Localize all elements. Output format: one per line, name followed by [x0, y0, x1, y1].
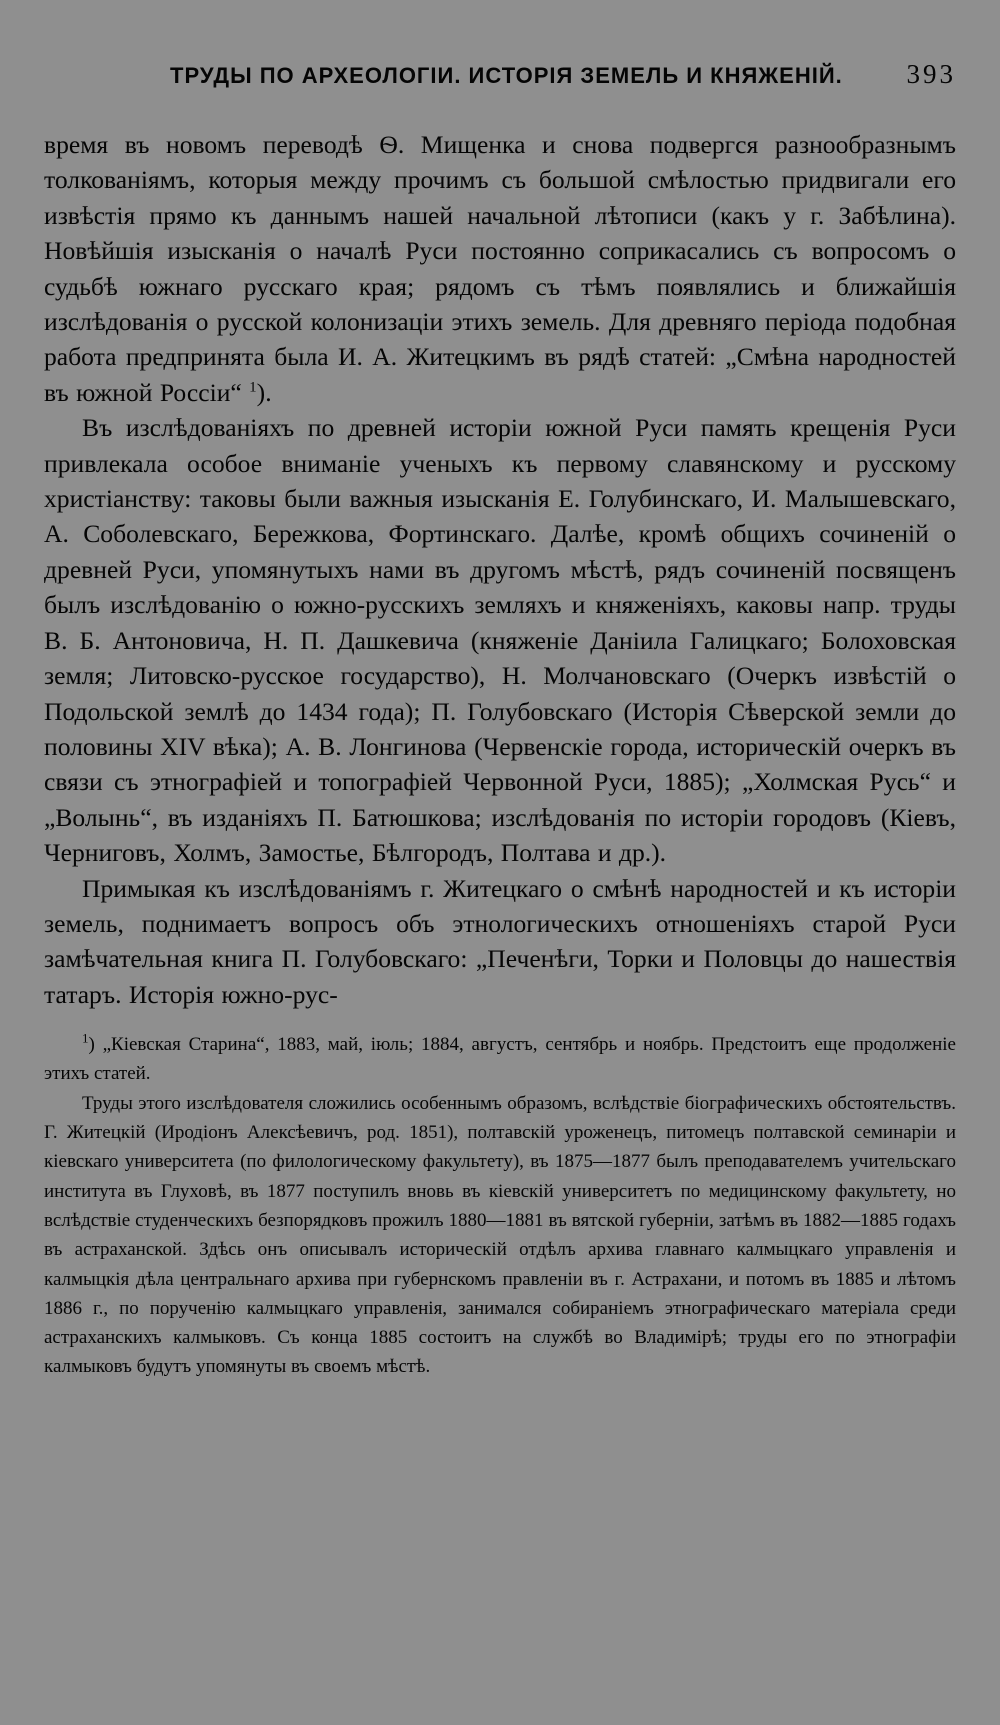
book-page [44, 55, 956, 1382]
main-text [44, 127, 956, 1012]
paragraph-1 [44, 127, 956, 410]
paragraph-1-end: ). [256, 377, 272, 407]
footnotes [44, 1030, 956, 1382]
footnote-1-mark: 1 [82, 1030, 89, 1046]
footnote-reference: 1 [249, 379, 257, 396]
footnote-1-continuation: Труды этого изслѣдователя сложились особеннымъ образомъ, вслѣдствіе біографическихъ обстоятельствъ. Г. Житецкій (Иродіонъ Алексѣевичъ, род. 1851), полтавскій уроженецъ, питомецъ полтавской семинаріи и кіевскаго университета (по филологическому факультету), въ 1875—1877 былъ преподавателемъ учительскаго института въ Глуховѣ, въ 1877 поступилъ вновь въ кіевскій университетъ по медицинскому факультету, но вслѣдствіе студенческихъ безпорядковъ прожилъ 1880—1881 въ вятской губерніи, затѣмъ въ 1882—1885 годахъ въ астраханской. Здѣсь онъ описывалъ историческій отдѣлъ архива главнаго калмыцкаго управленія и калмыцкія дѣла центральнаго архива при губернскомъ правленіи въ г. Астрахани, и потомъ въ 1885 и лѣтомъ 1886 г., по порученію калмыцкаго управленія, занимался собираніемъ этнографическаго матеріала среди астраханскихъ калмыковъ. Съ конца 1885 состоитъ на службѣ во Владимірѣ; труды его по этнографіи калмыковъ будутъ упомянуты въ своемъ мѣстѣ. [44, 1092, 956, 1378]
footnote-1 [44, 1030, 956, 1089]
footnote-1-text: ) „Кіевская Старина“, 1883, май, іюль; 1884, августъ, сентябрь и ноябрь. Предстоитъ еще продолженіе этихъ статей. [44, 1034, 956, 1085]
page-number: 393 [906, 59, 956, 89]
paragraph-1-text: время въ новомъ переводѣ Ѳ. Мищенка и снова подвергся разнообразнымъ толкованіямъ, которыя между прочимъ съ большой смѣлостью придвигали его извѣстія прямо къ даннымъ нашей начальной лѣтописи (какъ у г. Забѣлина). Новѣйшія изысканія о началѣ Руси постоянно соприкасались съ вопросомъ о судьбѣ южнаго русскаго края; рядомъ съ тѣмъ появлялись и ближайшія изслѣдованія о русской колонизаціи этихъ земель. Для древняго періода подобная работа предпринята была И. А. Житецкимъ въ рядѣ статей: „Смѣна народностей въ южной Россіи“ [44, 130, 956, 407]
page-header [44, 55, 956, 95]
paragraph-3: Примыкая къ изслѣдованіямъ г. Житецкаго о смѣнѣ народностей и къ исторіи земель, поднимаетъ вопросъ объ этнологическихъ отношеніяхъ старой Руси замѣчательная книга П. Голубовскаго: „Печенѣги, Торки и Половцы до нашествія татаръ. Исторія южно-рус- [44, 873, 956, 1009]
running-title: ТРУДЫ ПО АРХЕОЛОГІИ. ИСТОРІЯ ЗЕМЕЛЬ И КНЯЖЕНІЙ. [170, 63, 843, 88]
paragraph-2: Въ изслѣдованіяхъ по древней исторіи южной Руси память крещенія Руси привлекала особое вниманіе ученыхъ къ первому славянскому и русскому христіанству: таковы были важныя изысканія Е. Голубинскаго, И. Малышевскаго, А. Соболевскаго, Бережкова, Фортинскаго. Далѣе, кромѣ общихъ сочиненій о древней Руси, упомянутыхъ нами въ другомъ мѣстѣ, рядъ сочиненій посвященъ былъ изслѣдованію о южно-русскихъ земляхъ и княженіяхъ, каковы напр. труды В. Б. Антоновича, Н. П. Дашкевича (княженіе Даніила Галицкаго; Болоховская земля; Литовско-русское государство), Н. Молчановскаго (Очеркъ извѣстій о Подольской землѣ до 1434 года); П. Голубовскаго (Исторія Сѣверской земли до половины XIV вѣка); А. В. Лонгинова (Червенскіе города, историческій очеркъ въ связи съ этнографіей и топографіей Червонной Руси, 1885); „Холмская Русь“ и „Волынь“, въ изданіяхъ П. Батюшкова; изслѣдованія по исторіи городовъ (Кіевъ, Черниговъ, Холмъ, Замостье, Бѣлгородъ, Полтава и др.). [44, 413, 956, 868]
